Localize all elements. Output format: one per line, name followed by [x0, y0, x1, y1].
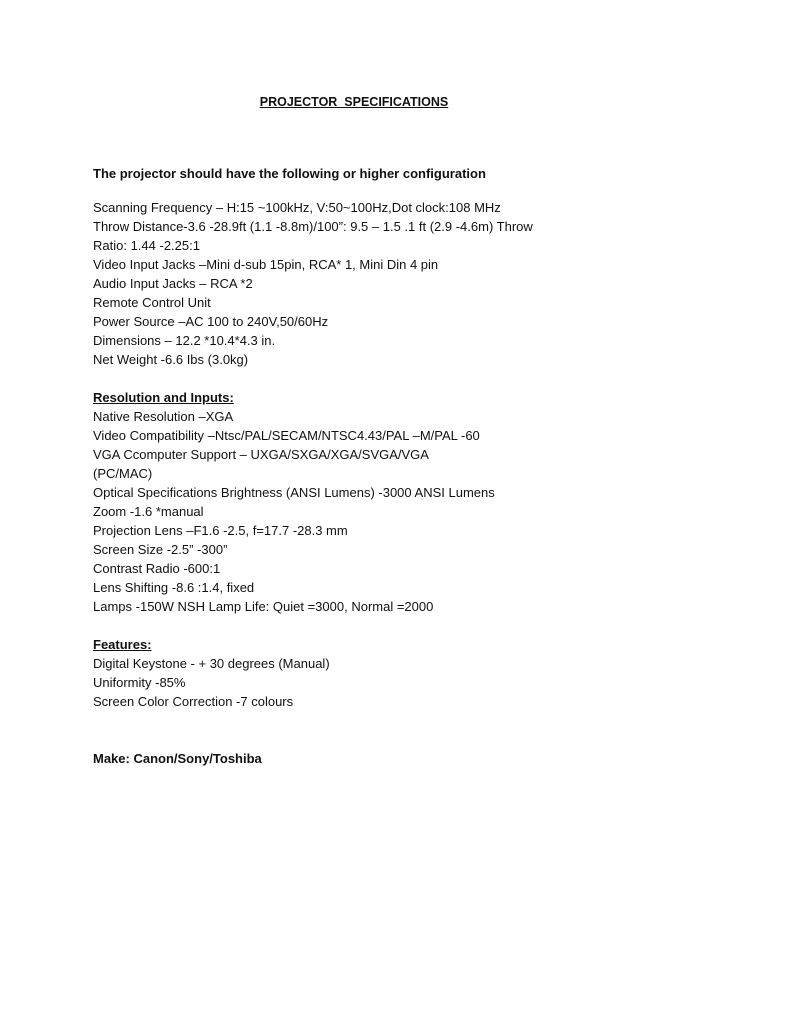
features-heading: Features:: [93, 637, 152, 652]
spec-line: Throw Distance-3.6 -28.9ft (1.1 -8.8m)/100”: 9.5 – 1.5 .1 ft (2.9 -4.6m) Throw: [93, 219, 533, 234]
spec-line: Audio Input Jacks – RCA *2: [93, 276, 253, 291]
resolution-heading: Resolution and Inputs:: [93, 390, 234, 405]
intro-statement: The projector should have the following or higher configuration: [93, 166, 486, 181]
spec-line: (PC/MAC): [93, 466, 153, 481]
spacer: [93, 616, 733, 635]
spec-line: Net Weight -6.6 Ibs (3.0kg): [93, 352, 249, 367]
spec-line: Power Source –AC 100 to 240V,50/60Hz: [93, 314, 329, 329]
spec-line: Video Compatibility –Ntsc/PAL/SECAM/NTSC4.43/PAL –M/PAL -60: [93, 428, 480, 443]
spec-line: Zoom -1.6 *manual: [93, 504, 204, 519]
resolution-section: [93, 388, 733, 616]
spec-line: Screen Size -2.5” -300”: [93, 542, 228, 557]
feature-line: Digital Keystone - + 30 degrees (Manual): [93, 656, 330, 671]
spacer: [93, 369, 733, 388]
spec-line: Lamps -150W NSH Lamp Life: Quiet =3000, Normal =2000: [93, 599, 434, 614]
features-section: [93, 635, 733, 711]
spacer: [93, 711, 733, 749]
spec-line: Remote Control Unit: [93, 295, 211, 310]
feature-line: Uniformity -85%: [93, 675, 186, 690]
feature-line: Screen Color Correction -7 colours: [93, 694, 294, 709]
spec-line: Ratio: 1.44 -2.25:1: [93, 238, 200, 253]
spec-line: Lens Shifting -8.6 :1.4, fixed: [93, 580, 255, 595]
spec-line: Native Resolution –XGA: [93, 409, 234, 424]
spec-line: Dimensions – 12.2 *10.4*4.3 in.: [93, 333, 276, 348]
spec-line: Scanning Frequency – H:15 ~100kHz, V:50~100Hz,Dot clock:108 MHz: [93, 200, 501, 215]
spec-line: Projection Lens –F1.6 -2.5, f=17.7 -28.3 mm: [93, 523, 348, 538]
spec-line: Optical Specifications Brightness (ANSI Lumens) -3000 ANSI Lumens: [93, 485, 495, 500]
spec-line: Contrast Radio -600:1: [93, 561, 221, 576]
document-title: PROJECTOR SPECIFICATIONS: [259, 95, 449, 109]
spec-line: VGA Ccomputer Support – UXGA/SXGA/XGA/SVGA/VGA: [93, 447, 429, 462]
general-specs-list: [93, 198, 733, 369]
spec-line: Video Input Jacks –Mini d-sub 15pin, RCA* 1, Mini Din 4 pin: [93, 257, 439, 272]
document-body: [93, 164, 733, 768]
make-line: Make: Canon/Sony/Toshiba: [93, 751, 262, 766]
